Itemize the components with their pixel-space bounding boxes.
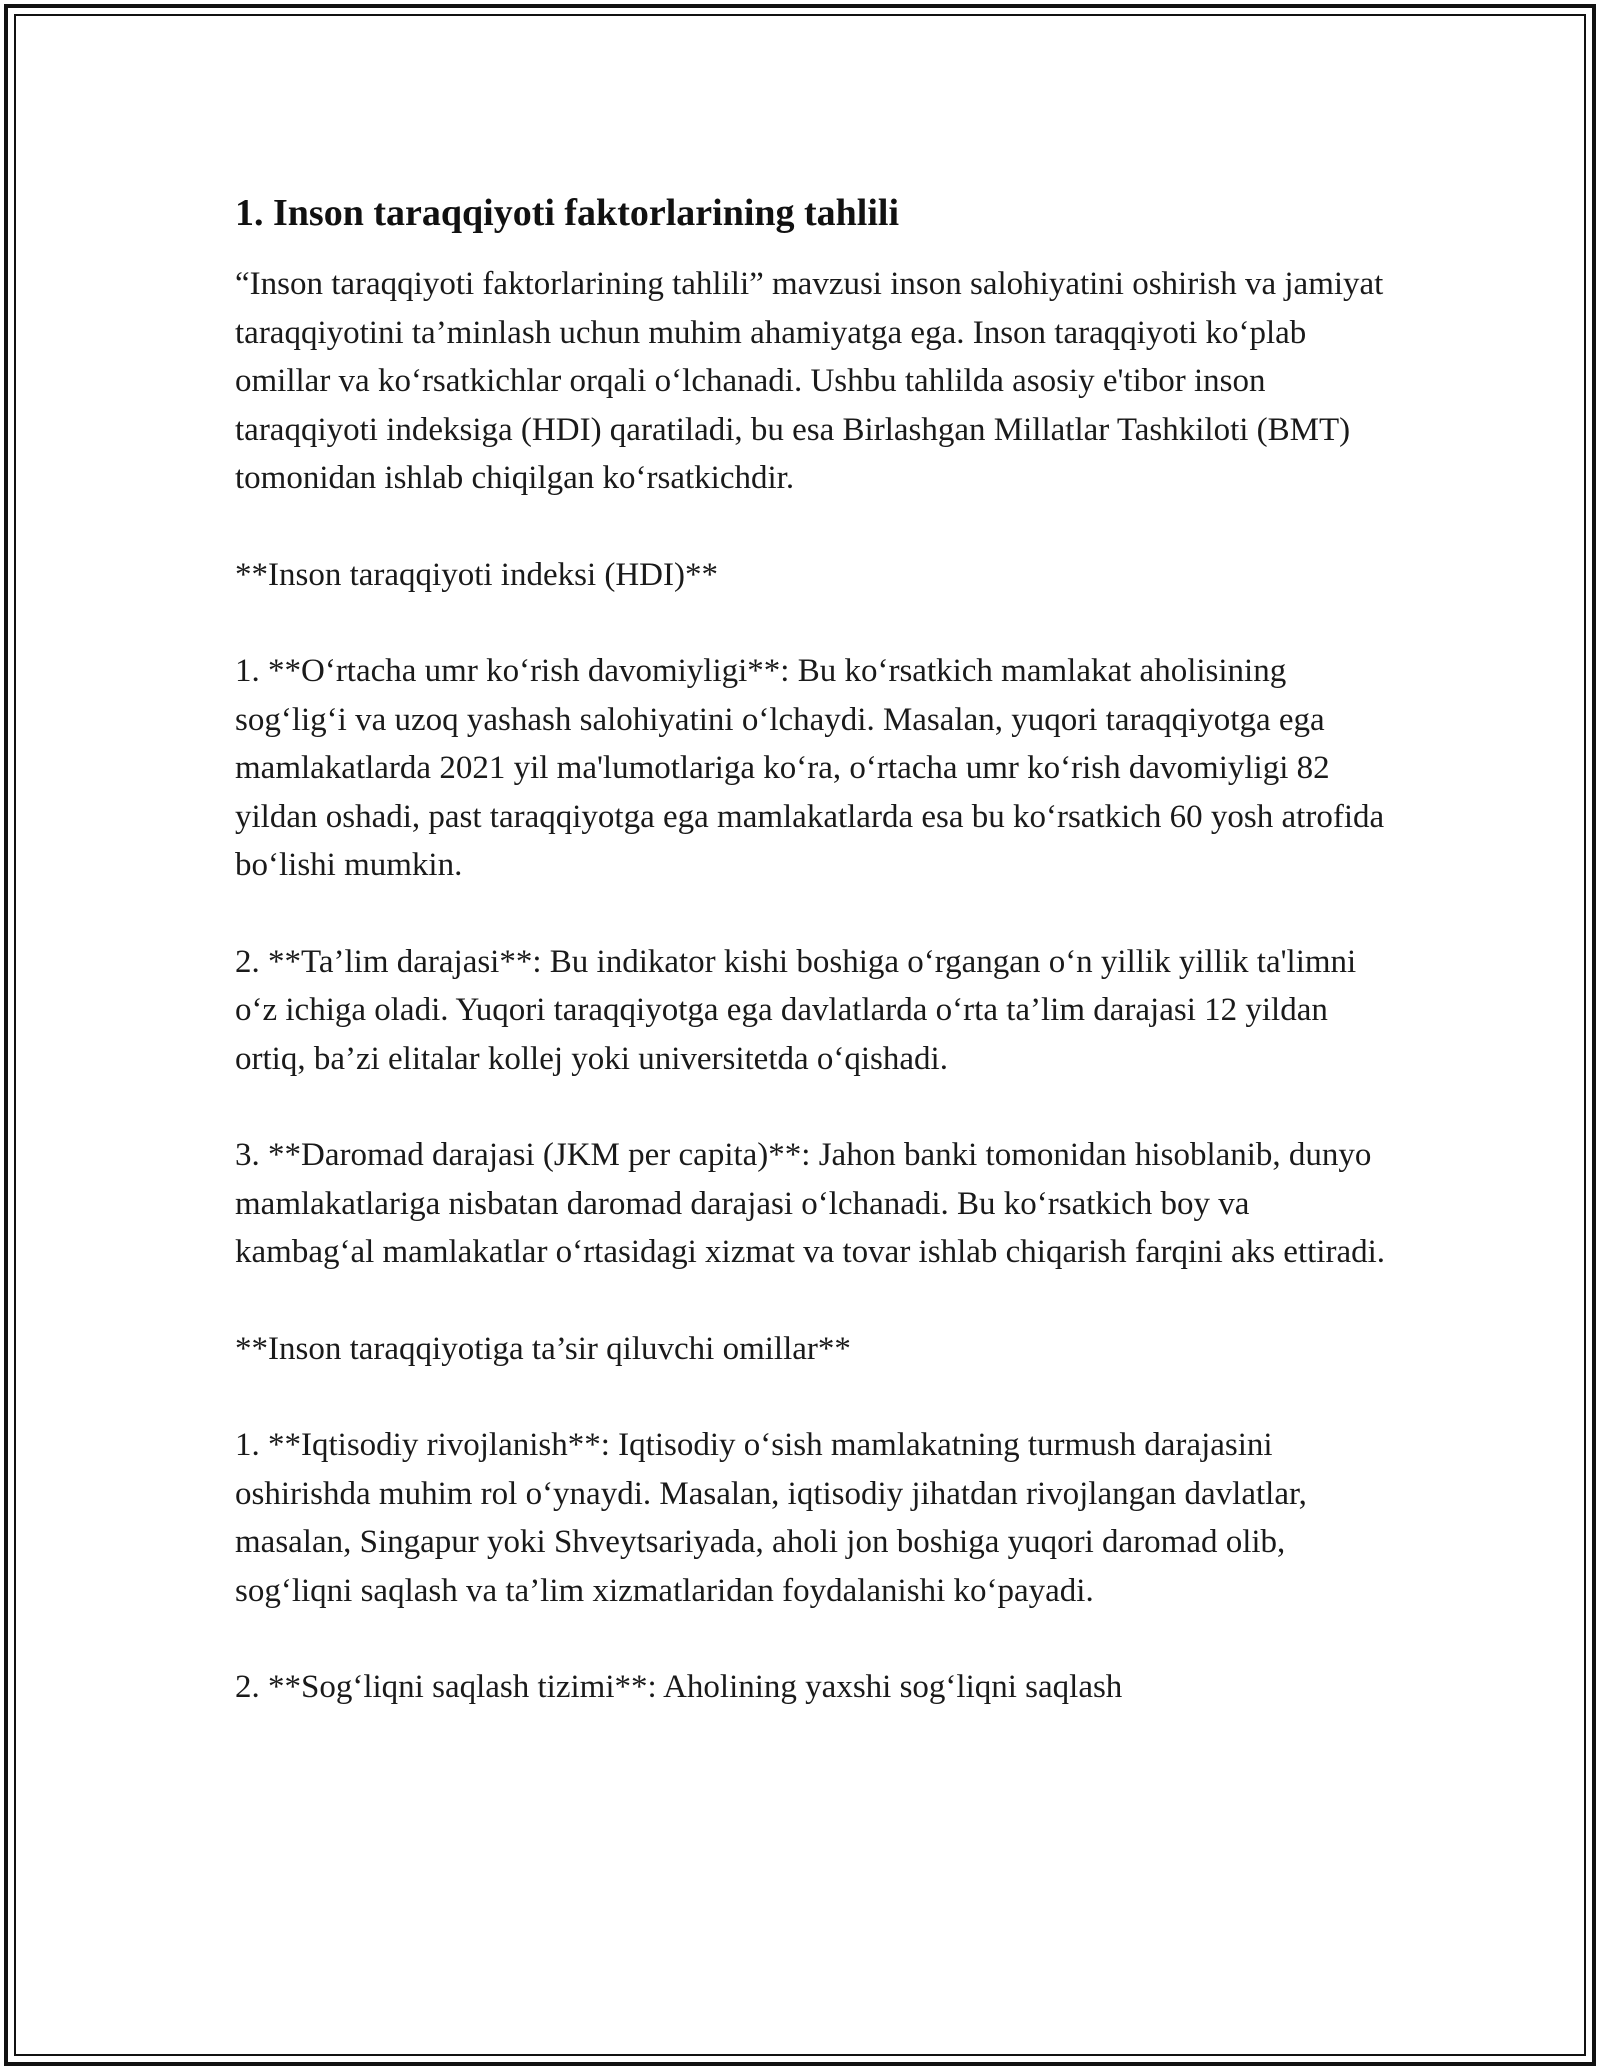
section-heading-factors: **Inson taraqqiyotiga ta’sir qiluvchi omillar**: [235, 1330, 851, 1367]
list-item-education-level: 2. **Ta’lim darajasi**: Bu indikator kishi boshiga o‘rgangan o‘n yillik yillik ta'limni o‘z ichiga oladi. Yuqori taraqqiyotga ega davlatlarda o‘rta ta’lim darajasi 12 yildan ortiq, ba’zi elitalar kollej yoki universitetda o‘qishadi.: [235, 943, 1357, 1077]
intro-paragraph: “Inson taraqqiyoti faktorlarining tahlili” mavzusi inson salohiyatini oshirish va jamiyat taraqqiyotini ta’minlash uchun muhim ahamiyatga ega. Inson taraqqiyoti ko‘plab omillar va ko‘rsatkichlar orqali o‘lchanadi. Ushbu tahlilda asosiy e'tibor inson taraqqiyoti indeksiga (HDI) qaratiladi, bu esa Birlashgan Millatlar Tashkiloti (BMT) tomonidan ishlab chiqilgan ko‘rsatkichdir.: [235, 266, 1384, 496]
document-page: [235, 188, 1395, 1760]
list-item-economic-development: 1. **Iqtisodiy rivojlanish**: Iqtisodiy o‘sish mamlakatning turmush darajasini oshirishda muhim rol o‘ynaydi. Masalan, iqtisodiy jihatdan rivojlangan davlatlar, masalan, Singapur yoki Shveytsariyada, aholi jon boshiga yuqori daromad olib, sog‘liqni saqlash va ta’lim xizmatlaridan foydalanishi ko‘payadi.: [235, 1427, 1307, 1609]
list-item-income-level: 3. **Daromad darajasi (JKM per capita)**: Jahon banki tomonidan hisoblanib, dunyo mamlakatlariga nisbatan daromad darajasi o‘lchanadi. Bu ko‘rsatkich boy va kambag‘al mamlakatlar o‘rtasidagi xizmat va tovar ishlab chiqarish farqini aks ettiradi.: [235, 1137, 1386, 1270]
list-item-life-expectancy: 1. **O‘rtacha umr ko‘rish davomiyligi**: Bu ko‘rsatkich mamlakat aholisining sog‘lig‘i va uzoq yashash salohiyatini o‘lchaydi. Masalan, yuqori taraqqiyotga ega mamlakatlarda 2021 yil ma'lumotlariga ko‘ra, o‘rtacha umr ko‘rish davomiyligi 82 yildan oshadi, past taraqqiyotga ega mamlakatlarda esa bu ko‘rsatkich 60 yosh atrofida bo‘lishi mumkin.: [235, 653, 1385, 883]
section-heading-hdi: **Inson taraqqiyoti indeksi (HDI)**: [235, 556, 718, 593]
document-title: 1. Inson taraqqiyoti faktorlarining tahlili: [235, 192, 900, 234]
list-item-health-system: 2. **Sog‘liqni saqlash tizimi**: Aholining yaxshi sog‘liqni saqlash: [235, 1669, 1123, 1705]
